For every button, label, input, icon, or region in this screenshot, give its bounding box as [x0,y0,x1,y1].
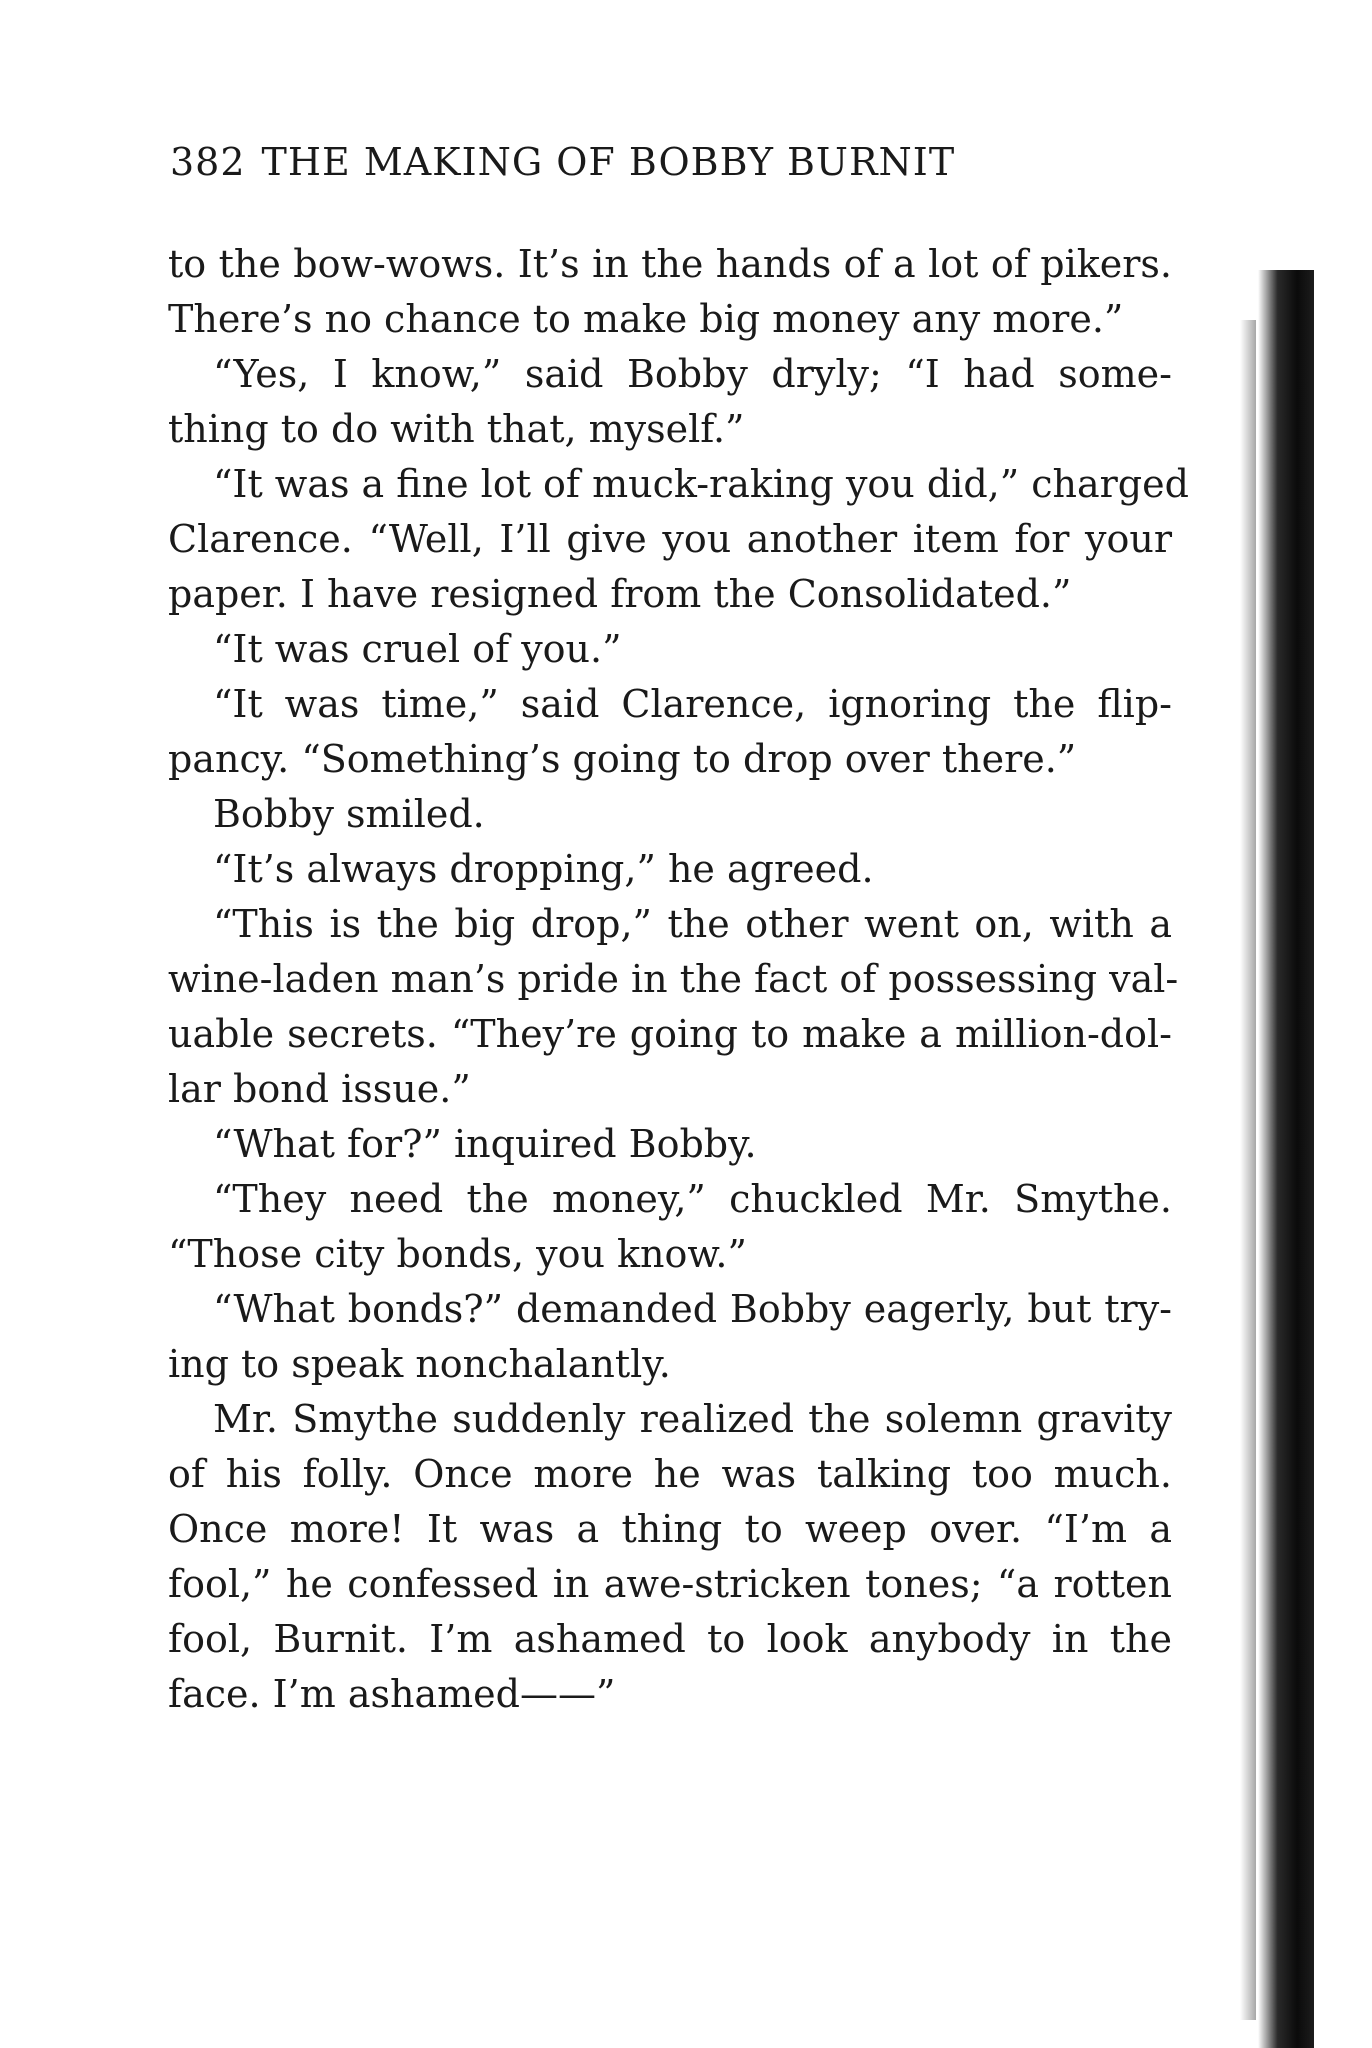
text-line: lar bond issue.” [168,1067,471,1111]
text-line: fool,” he confessed in awe-stricken tones; “a rotten [168,1562,1172,1606]
text-line: “Those city bonds, you know.” [168,1232,747,1276]
text-line: There’s no chance to make big money any more.” [168,297,1124,341]
running-title: THE MAKING OF BOBBY BURNIT [261,140,956,184]
running-header [170,140,955,184]
text-line: Once more! It was a thing to weep over. “I’m a [168,1507,1172,1551]
text-line: “It’s always dropping,” he agreed. [213,847,874,891]
text-line: “What for?” inquired Bobby. [213,1122,757,1166]
text-line: pancy. “Something’s going to drop over there.” [168,737,1077,781]
text-line: “It was a fine lot of muck-raking you did,” charged [213,462,1189,506]
text-line: uable secrets. “They’re going to make a million-dol- [168,1012,1172,1056]
text-line: to the bow-wows. It’s in the hands of a lot of pikers. [168,242,1172,286]
text-line: “Yes, I know,” said Bobby dryly; “I had some- [213,352,1172,396]
text-line: Mr. Smythe suddenly realized the solemn gravity [213,1397,1172,1441]
page-edge-shadow [1240,320,1256,2020]
text-line: “They need the money,” chuckled Mr. Smythe. [213,1177,1172,1221]
text-line: Clarence. “Well, I’ll give you another item for your [168,517,1172,561]
page-number: 382 [170,140,246,184]
text-line: of his folly. Once more he was talking too much. [168,1452,1172,1496]
text-line: wine-laden man’s pride in the fact of possessing val- [168,957,1179,1001]
text-line: thing to do with that, myself.” [168,407,745,451]
text-line: “It was cruel of you.” [213,627,622,671]
text-line: ing to speak nonchalantly. [168,1342,671,1386]
text-line: paper. I have resigned from the Consolidated.” [168,572,1072,616]
text-line: “What bonds?” demanded Bobby eagerly, but try- [213,1287,1172,1331]
book-binding-edge [1258,270,1314,2048]
text-line: “This is the big drop,” the other went on, with a [213,902,1172,946]
body-text [168,237,1189,1722]
text-line: Bobby smiled. [213,792,485,836]
text-line: face. I’m ashamed——” [168,1672,616,1716]
text-line: fool, Burnit. I’m ashamed to look anybody in the [168,1617,1172,1661]
text-line: “It was time,” said Clarence, ignoring the flip- [213,682,1172,726]
